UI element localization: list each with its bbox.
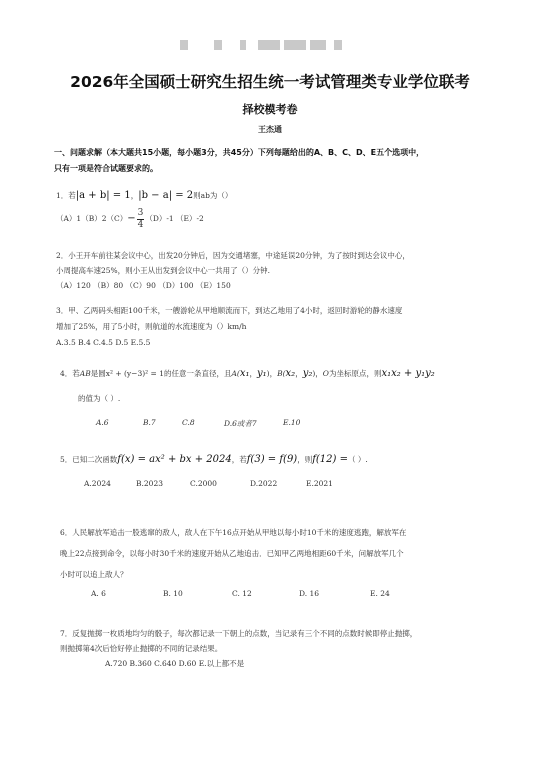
redaction-block (284, 40, 306, 50)
q5-option-e: E.2021 (306, 479, 333, 488)
redaction-block (180, 40, 188, 50)
q4-option-e: E.10 (283, 418, 301, 427)
question-1-options: （A）1（B）2（C）− $\frac{3}{4}$ （D）-1 （E）-2 (56, 207, 204, 230)
question-7-options: A.720 B.360 C.640 D.60 E.以上都不是 (105, 659, 245, 668)
q4-option-d: D.6或者7 (224, 419, 257, 428)
q6-option-e: E. 24 (370, 589, 390, 598)
redaction-block (258, 40, 280, 50)
q5-function: f(x) = ax² + bx + 2024 (117, 454, 232, 465)
q5-option-c: C.2000 (190, 479, 217, 488)
q5-option-b: B.2023 (136, 479, 163, 488)
q4-circle-equation: x² + (y−3)² = 1 (105, 369, 164, 378)
question-3-line-1: 3．甲、乙两码头相距100千米，一艘游轮从甲地顺流而下，到达乙地用了4小时，返回时游轮的静水速度 (56, 306, 403, 315)
q4-option-a: A.6 (96, 418, 109, 427)
q6-option-d: D. 16 (299, 589, 320, 598)
q6-option-c: C. 12 (232, 589, 252, 598)
question-2-line-1: 2．小王开车前往某会议中心，出发20分钟后，因为交通堵塞，中途延误20分钟，为了按时到达会议中心， (56, 251, 410, 260)
q6-option-a: A. 6 (91, 589, 106, 598)
question-6-line-1: 6．人民解放军追击一股逃窜的敌人，敌人在下午16点开始从甲地以每小时10千米的速度逃跑，解放军在 (60, 528, 407, 537)
question-5-options (84, 479, 384, 493)
redaction-block (334, 40, 342, 50)
q4-expression: x₁x₂ + y₁y₂ (381, 368, 435, 379)
question-7-line-2: 则抛掷第4次后恰好停止抛掷的不同的记录结果。 (60, 644, 223, 653)
q4-option-c: C.8 (182, 418, 195, 427)
q5-condition: f(3) = f(9) (246, 454, 298, 465)
section-line-2: 只有一项是符合试题要求的。 (54, 164, 158, 173)
question-6-options (91, 589, 411, 603)
q5-ask: f(12) = (312, 454, 348, 465)
question-2-line-2: 小周提高车速25%，则小王从出发到会议中心一共用了（）分钟. (56, 266, 271, 275)
question-4-line-2: 的值为（ ）. (78, 394, 121, 403)
question-4-options (96, 418, 356, 432)
question-6-line-3: 小时可以追上敌人？ (60, 570, 128, 579)
q5-option-a: A.2024 (84, 479, 111, 488)
exam-title: 2026年全国硕士研究生招生统一考试管理类专业学位联考 (70, 73, 470, 91)
question-4-stem: 4．若AB是圆x² + (y−3)² = 1的任意一条直径，且A(x₁，y₁)，B(x₂，y₂)，O为坐标原点，则x₁x₂ + y₁y₂ (60, 368, 435, 379)
question-1-stem: 1．若|a + b| = 1，|b − a| = 2则ab为（） (56, 190, 233, 201)
exam-subtitle: 择校模考卷 (242, 103, 298, 116)
q1-equation-1: |a + b| = 1 (75, 190, 131, 201)
question-3-line-2: 增加了25%，用了5小时，则航道的水流速度为（）km/h (56, 322, 247, 331)
question-3-options: A.3.5 B.4 C.4.5 D.5 E.5.5 (56, 338, 151, 347)
q6-option-b: B. 10 (163, 589, 183, 598)
q4-option-b: B.7 (143, 418, 156, 427)
question-6-line-2: 晚上22点接到命令，以每小时30千米的速度开始从乙地追击．已知甲乙两地相距60千米，问解放军几个 (60, 549, 404, 558)
q1-equation-2: |b − a| = 2 (138, 190, 194, 201)
question-2-options: （A）120 （B）80 （C）90 （D）100 （E）150 (56, 281, 231, 290)
q5-option-d: D.2022 (250, 479, 278, 488)
redaction-block (310, 40, 326, 50)
redaction-block (240, 40, 246, 50)
q1-fraction: $\frac{3}{4}$ (137, 207, 144, 230)
redaction-block (214, 40, 222, 50)
redacted-header-mark (180, 40, 350, 52)
question-7-line-1: 7．反复抛掷一枚质地均匀的骰子，每次都记录一下朝上的点数，当记录有三个不同的点数时候即停止抛掷， (60, 629, 418, 638)
section-line-1: 一、问题求解（本大题共15小题，每小题3分，共45分）下列每题给出的A、B、C、D、E五个选项中， (54, 148, 425, 157)
exam-author: 王杰通 (258, 125, 282, 134)
section-heading (54, 145, 494, 177)
question-5-stem: 5．已知二次函数f(x) = ax² + bx + 2024，若f(3) = f(9)，则f(12) =（ ）. (60, 454, 368, 465)
